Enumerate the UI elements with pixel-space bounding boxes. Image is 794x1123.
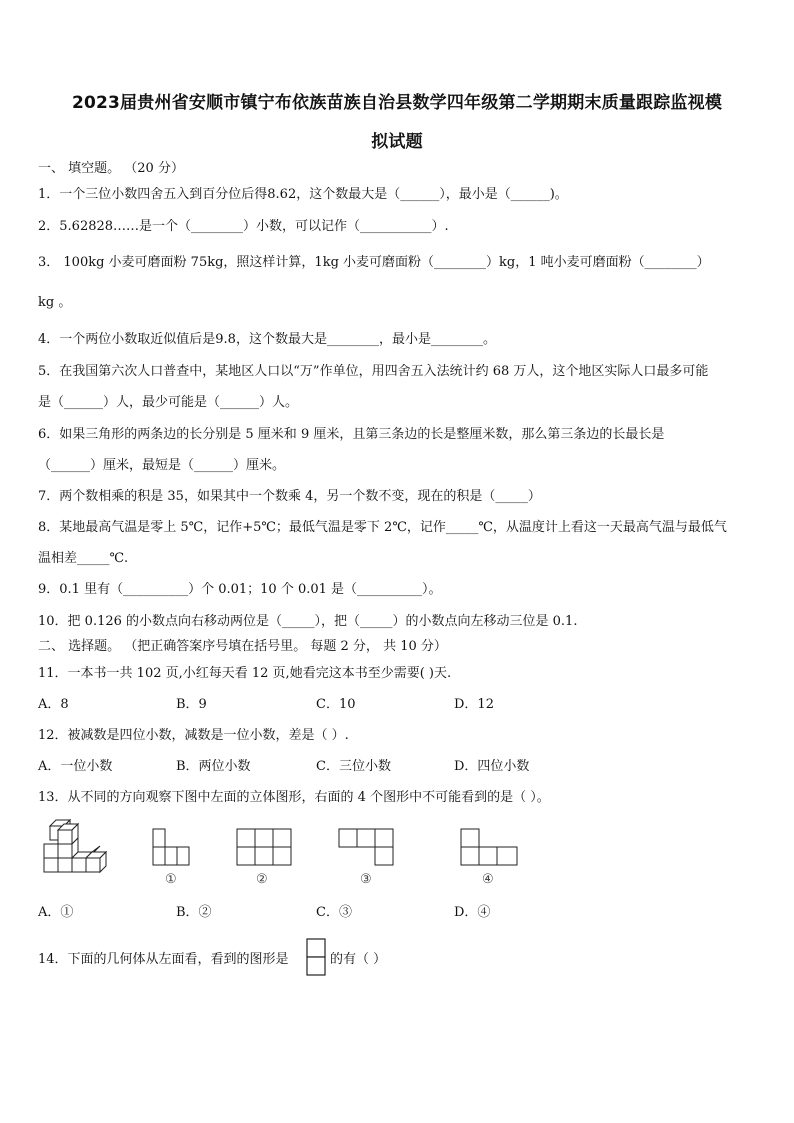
question-13: 13．从不同的方向观察下图中左面的立体图形，右面的 4 个图形中不可能看到的是（ ）。 <box>38 790 550 805</box>
q11-option-c: C．10 <box>316 697 356 712</box>
question-3-line1: 3． 100kg 小麦可磨面粉 75kg，照这样计算，1kg 小麦可磨面粉（________）kg，1 吨小麦可磨面粉（________） <box>38 255 710 270</box>
view-option-2-figure <box>236 828 296 866</box>
cube-stack-figure <box>42 818 112 878</box>
exam-title-line1: 2023届贵州省安顺市镇宁布依族苗族自治县数学四年级第二学期期末质量跟踪监视模 <box>71 93 723 113</box>
question-12: 12．被减数是四位小数，减数是一位小数，差是（ ）. <box>38 728 349 743</box>
exam-title-line2: 拟试题 <box>371 132 423 152</box>
question-11: 11．一本书一共 102 页,小红每天看 12 页,她看完这本书至少需要( )天. <box>38 666 452 681</box>
view-label-3: ③ <box>360 872 372 887</box>
question-9: 9．0.1 里有（__________）个 0.01；10 个 0.01 是（__________）。 <box>38 582 442 597</box>
question-10: 10．把 0.126 的小数点向右移动两位是（_____），把（_____）的小数点向左移动三位是 0.1. <box>38 614 578 629</box>
question-8-line2: 温相差_____℃. <box>38 551 129 566</box>
q12-option-d: D．四位小数 <box>454 759 530 774</box>
question-1: 1．一个三位小数四舍五入到百分位后得8.62，这个数最大是（______），最小是（______)。 <box>38 187 568 202</box>
q12-option-b: B．两位小数 <box>176 759 251 774</box>
view-option-3-figure <box>338 828 398 866</box>
q11-option-d: D．12 <box>454 697 494 712</box>
view-option-1-figure <box>152 828 192 866</box>
view-option-4-figure <box>460 828 522 866</box>
question-5-line2: 是（______）人，最少可能是（______）人。 <box>38 395 299 410</box>
question-6-line2: （______）厘米，最短是（______）厘米。 <box>38 458 286 473</box>
question-3-line2: kg 。 <box>38 295 72 310</box>
question-14-text-after: 的有（ ） <box>330 952 387 967</box>
q13-option-c: C．③ <box>316 905 352 920</box>
question-14-text-before: 14．下面的几何体从左面看，看到的图形是 <box>38 952 289 967</box>
question-8-line1: 8．某地最高气温是零上 5℃，记作+5℃；最低气温是零下 2℃，记作_____℃，从温度计上看这一天最高气温与最低气 <box>38 520 727 535</box>
q12-option-a: A．一位小数 <box>38 759 113 774</box>
q13-option-a: A．① <box>38 905 74 920</box>
question-6-line1: 6．如果三角形的两条边的长分别是 5 厘米和 9 厘米，且第三条边的长是整厘米数，那么第三条边的长最长是 <box>38 427 665 442</box>
q13-option-b: B．② <box>176 905 212 920</box>
q14-shape-figure <box>306 938 328 978</box>
q11-option-b: B．9 <box>176 697 207 712</box>
view-label-1: ① <box>165 872 177 887</box>
question-2: 2．5.62828……是一个（________）小数，可以记作（___________）. <box>38 219 449 234</box>
section2-header: 二、 选择题。 （把正确答案序号填在括号里。 每题 2 分， 共 10 分） <box>38 639 447 654</box>
q13-option-d: D．④ <box>454 905 491 920</box>
question-5-line1: 5．在我国第六次人口普查中，某地区人口以“万”作单位，用四舍五入法统计约 68 万人，这个地区实际人口最多可能 <box>38 364 709 379</box>
question-7: 7．两个数相乘的积是 35，如果其中一个数乘 4，另一个数不变，现在的积是（_____） <box>38 489 541 504</box>
view-label-2: ② <box>256 872 268 887</box>
section1-header: 一、 填空题。 （20 分） <box>38 161 184 176</box>
view-label-4: ④ <box>482 872 494 887</box>
q12-option-c: C．三位小数 <box>316 759 391 774</box>
q11-option-a: A．8 <box>38 697 69 712</box>
question-4: 4．一个两位小数取近似值后是9.8，这个数最大是________，最小是________。 <box>38 332 496 347</box>
